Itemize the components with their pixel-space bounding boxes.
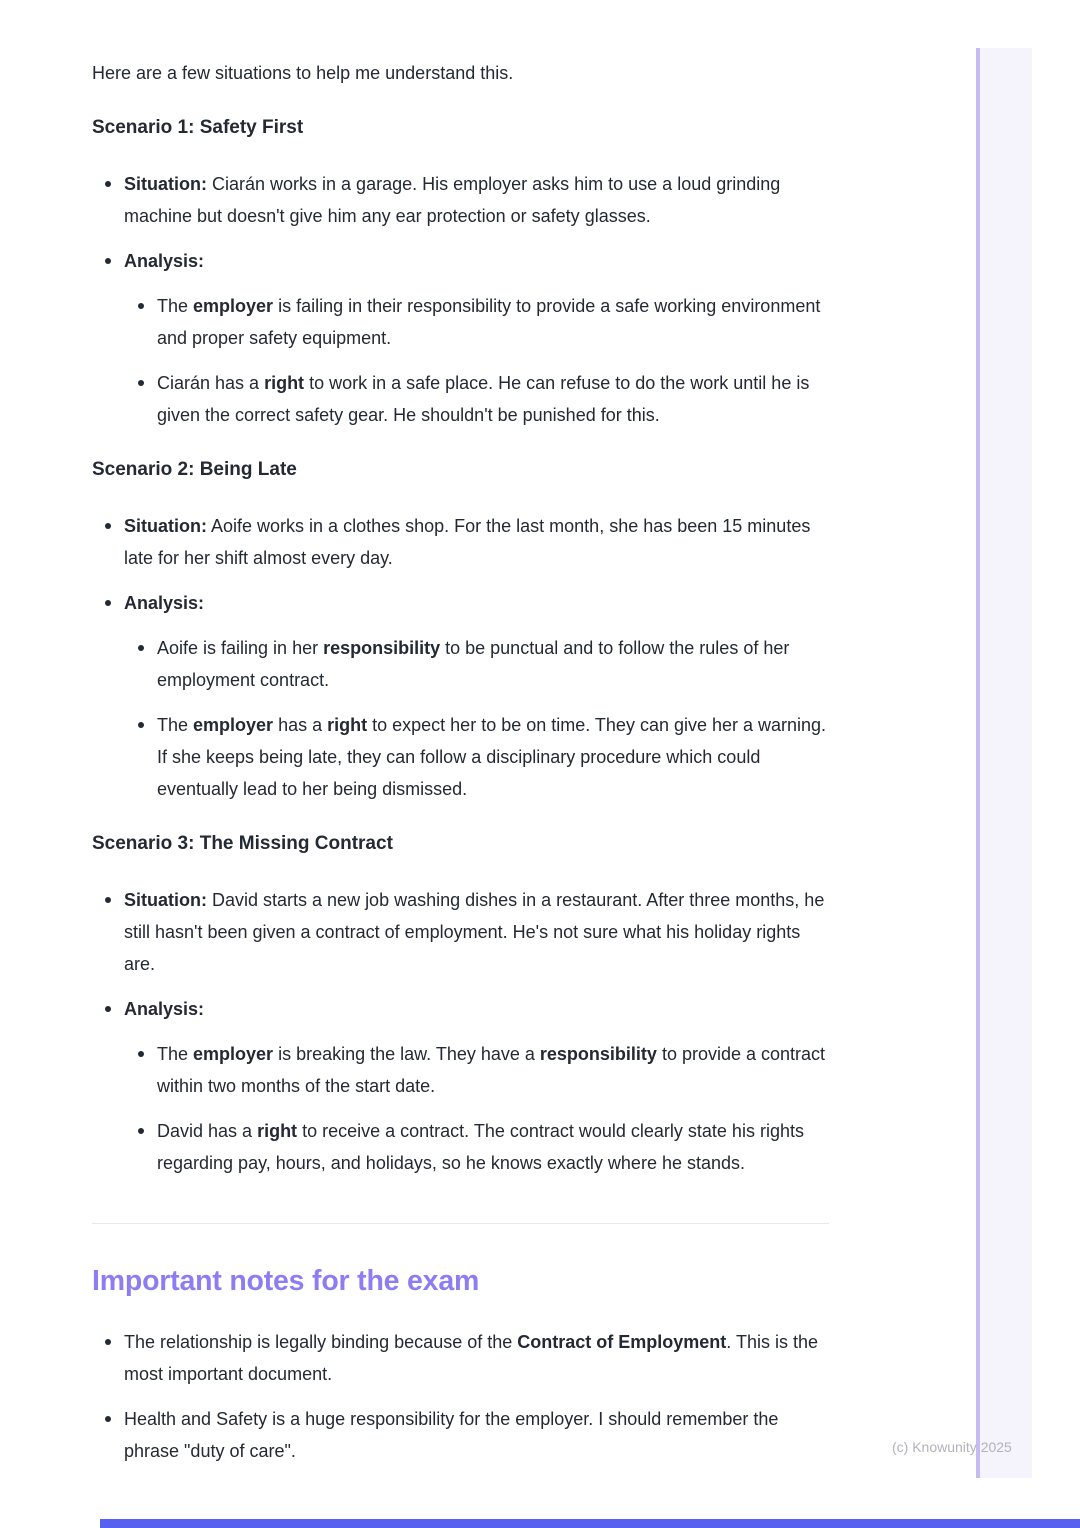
bold-text: right	[264, 373, 305, 393]
side-highlight-panel	[976, 48, 1032, 1478]
bold-text: Situation:	[124, 516, 207, 536]
section-divider	[92, 1223, 829, 1224]
document-content	[92, 0, 829, 1480]
bullet-item	[92, 993, 829, 1025]
bold-text: right	[327, 715, 368, 735]
bullet-dot	[138, 645, 144, 651]
bold-text: employer	[193, 715, 274, 735]
bullet-dot	[105, 258, 111, 264]
bullet-dot	[105, 1416, 111, 1422]
text-run: The	[157, 715, 194, 735]
text-run: to provide a contract within two months of the start date.	[157, 1044, 826, 1096]
bullet-text	[124, 516, 810, 568]
bullet-item	[92, 1038, 829, 1102]
bullet-item	[92, 1115, 829, 1179]
bold-text: Analysis:	[124, 593, 205, 613]
bullet-item	[92, 709, 829, 805]
bullet-text	[124, 251, 204, 271]
text-run: Health and Safety is a huge responsibility for the employer. I should remember the phrase "duty of care".	[124, 1409, 779, 1461]
bold-text: employer	[193, 1044, 274, 1064]
text-run: Aoife works in a clothes shop. For the last month, she has been 15 minutes late for her shift almost every day.	[124, 516, 811, 568]
scenario-heading: Scenario 2: Being Late	[92, 459, 297, 480]
text-run: to expect her to be on time. They can give her a warning. If she keeps being late, they can follow a disciplinary procedure which could eventually lead to her being dismissed.	[157, 715, 827, 799]
bullet-text	[124, 174, 780, 226]
bold-text: Situation:	[124, 890, 207, 910]
text-run: Ciarán works in a garage. His employer asks him to use a loud grinding machine but doesn't give him any ear protection or safety glasses.	[124, 174, 781, 226]
bullet-item	[92, 367, 829, 431]
bullet-item	[92, 884, 829, 980]
bullet-item	[92, 587, 829, 619]
text-run: The	[157, 1044, 194, 1064]
bold-text: Contract of Employment	[517, 1332, 727, 1352]
bullet-dot	[105, 181, 111, 187]
bold-text: responsibility	[323, 638, 441, 658]
bullet-dot	[138, 1051, 144, 1057]
bold-text: employer	[193, 296, 274, 316]
bullet-dot	[138, 303, 144, 309]
bullet-text	[157, 1121, 804, 1173]
bold-text: Analysis:	[124, 999, 205, 1019]
watermark: (c) Knowunity 2025	[892, 1439, 1012, 1455]
bullet-dot	[105, 523, 111, 529]
text-run: is failing in their responsibility to provide a safe working environment and proper safety equipment.	[157, 296, 821, 348]
bold-text: Situation:	[124, 174, 207, 194]
bullet-text	[157, 715, 826, 799]
bullet-dot	[105, 1006, 111, 1012]
bullet-text	[157, 296, 820, 348]
bold-text: Analysis:	[124, 251, 205, 271]
text-run: has a	[273, 715, 328, 735]
text-run: to work in a safe place. He can refuse to do the work until he is given the correct safety gear. He shouldn't be punished for this.	[157, 373, 810, 425]
text-run: Ciarán has a	[157, 373, 265, 393]
bullet-text	[124, 593, 204, 613]
bold-text: right	[257, 1121, 298, 1141]
bullet-item	[92, 632, 829, 696]
bottom-accent-bar	[100, 1519, 1080, 1528]
notes-heading: Important notes for the exam	[92, 1265, 480, 1297]
text-run: The	[157, 296, 194, 316]
text-run: Here are a few situations to help me understand this.	[92, 63, 514, 83]
bullet-text	[157, 373, 809, 425]
bullet-text	[124, 890, 824, 974]
bold-text: responsibility	[539, 1044, 657, 1064]
bullet-item	[92, 1403, 829, 1467]
bullet-item	[92, 290, 829, 354]
text-run: David starts a new job washing dishes in a restaurant. After three months, he still hasn't been given a contract of employment. He's not sure what his holiday rights are.	[124, 890, 825, 974]
scenario-heading: Scenario 3: The Missing Contract	[92, 833, 393, 854]
bullet-text	[157, 1044, 825, 1096]
bullet-item	[92, 245, 829, 277]
text-run: to receive a contract. The contract would clearly state his rights regarding pay, hours, and holidays, so he knows exactly where he stands.	[157, 1121, 804, 1173]
text-run: is breaking the law. They have a	[273, 1044, 540, 1064]
bullet-text	[124, 1332, 818, 1384]
bullet-dot	[138, 722, 144, 728]
bullet-dot	[138, 1128, 144, 1134]
text-run: The relationship is legally binding because of the	[124, 1332, 518, 1352]
text-run: David has a	[157, 1121, 258, 1141]
bullet-item	[92, 168, 829, 232]
bullet-dot	[105, 897, 111, 903]
bullet-item	[92, 1326, 829, 1390]
text-run: to be punctual and to follow the rules of her employment contract.	[157, 638, 790, 690]
intro-paragraph	[92, 57, 829, 89]
bullet-text	[124, 999, 204, 1019]
bullet-dot	[105, 1339, 111, 1345]
bullet-dot	[105, 600, 111, 606]
text-run: Aoife is failing in her	[157, 638, 324, 658]
bullet-text	[124, 1409, 778, 1461]
bullet-item	[92, 510, 829, 574]
scenario-heading: Scenario 1: Safety First	[92, 117, 304, 138]
text-run: . This is the most important document.	[124, 1332, 818, 1384]
bullet-text	[157, 638, 789, 690]
bullet-dot	[138, 380, 144, 386]
